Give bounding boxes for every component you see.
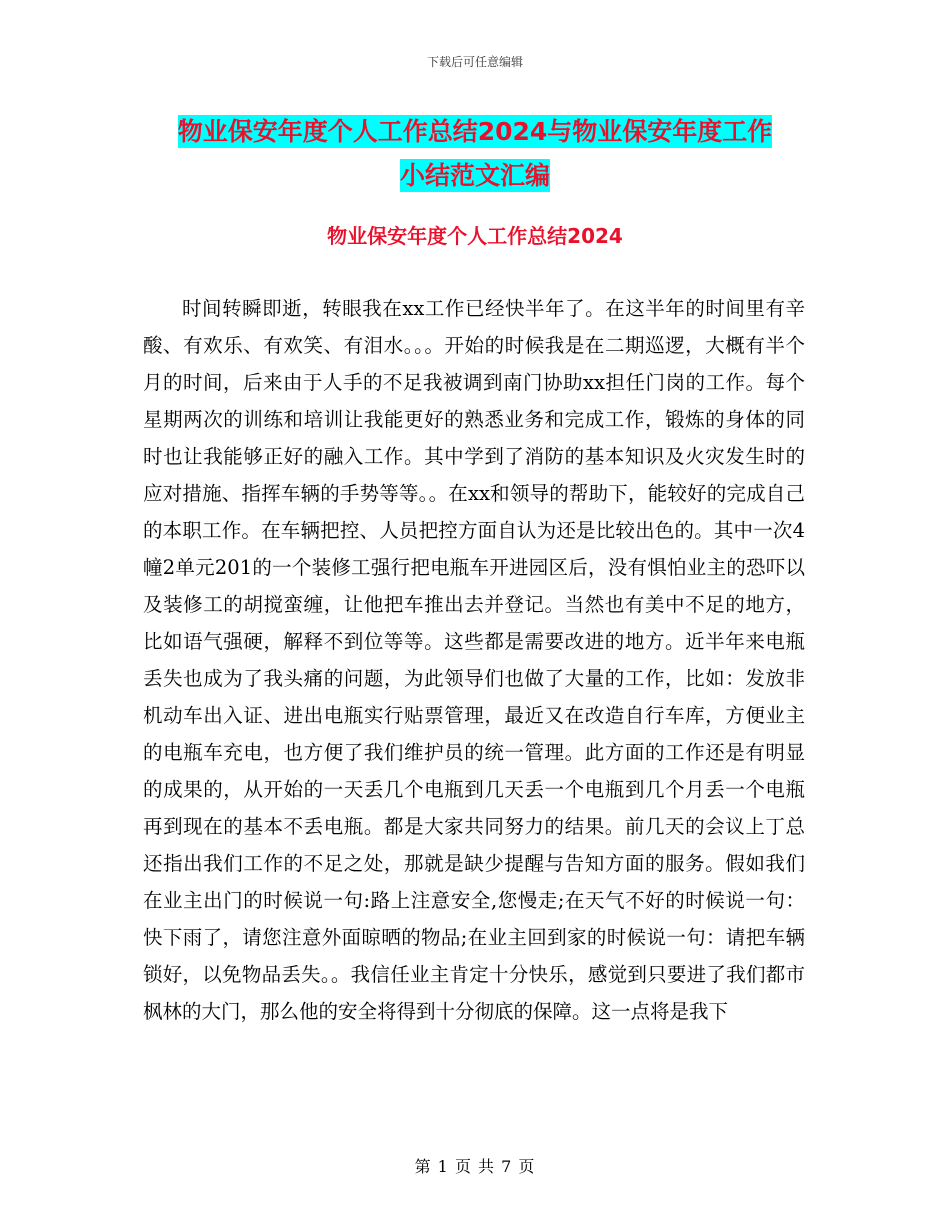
body-paragraph: 时间转瞬即逝，转眼我在xx工作已经快半年了。在这半年的时间里有辛酸、有欢乐、有欢笑、有泪水。。。开始的时候我是在二期巡逻，大概有半个月的时间，后来由于人手的不足我被调到南门协助xx担任门岗的工作。每个星期两次的训练和培训让我能更好的熟悉业务和完成工作，锻炼的身体的同时也让我能够正好的融入工作。其中学到了消防的基本知识及火灾发生时的应对措施、指挥车辆的手势等等。。在xx和领导的帮助下，能较好的完成自己的本职工作。在车辆把控、人员把控方面自认为还是比较出色的。其中一次4幢2单元201的一个装修工强行把电瓶车开进园区后，没有惧怕业主的恐吓以及装修工的胡搅蛮缠，让他把车推出去并登记。当然也有美中不足的地方，比如语气强硬，解释不到位等等。这些都是需要改进的地方。近半年来电瓶丢失也成为了我头痛的问题，为此领导们也做了大量的工作，比如：发放非机动车出入证、进出电瓶实行贴票管理，最近又在改造自行车库，方便业主的电瓶车充电，也方便了我们维护员的统一管理。此方面的工作还是有明显的成果的，从开始的一天丢几个电瓶到几天丢一个电瓶到几个月丢一个电瓶再到现在的基本不丢电瓶。都是大家共同努力的结果。前几天的会议上丁总还指出我们工作的不足之处，那就是缺少提醒与告知方面的服务。假如我们在业主出门的时候说一句:路上注意安全,您慢走;在天气不好的时候说一句：快下雨了，请您注意外面晾晒的物品;在业主回到家的时候说一句：请把车辆锁好，以免物品丢失。。我信任业主肯定十分快乐，感觉到只要进了我们都市枫林的大门，那么他的安全将得到十分彻底的保障。这一点将是我下: [143, 297, 805, 1023]
document-title-line1: 物业保安年度个人工作总结2024与物业保安年度工作: [177, 117, 773, 146]
section-title: 物业保安年度个人工作总结2024: [327, 224, 623, 248]
header-note: 下载后可任意编辑: [426, 55, 523, 69]
document-title-line2: 小结范文汇编: [399, 161, 550, 190]
page-footer: 第 1 页 共 7 页: [414, 1157, 536, 1176]
document-title: [140, 110, 810, 198]
